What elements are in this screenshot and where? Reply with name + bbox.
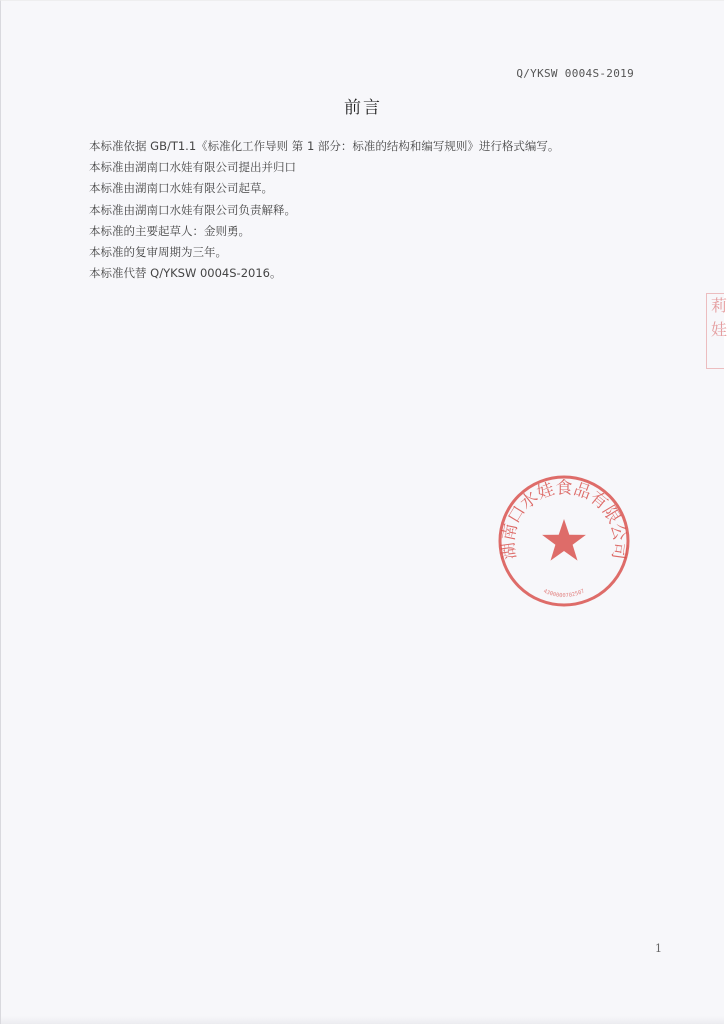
edge-stamp-char: 莉: [711, 296, 727, 315]
seal-star-icon: [542, 519, 586, 561]
foreword-line: 本标准由湖南口水娃有限公司提出并归口: [89, 160, 296, 175]
page-number: 1: [655, 942, 662, 955]
seal-serial: 4300000702507: [542, 588, 586, 600]
foreword-line: 本标准的主要起草人：金则勇。: [89, 223, 250, 238]
company-seal: [496, 473, 632, 609]
seal-text: 湖南口水娃食品有限公司: [498, 478, 630, 561]
foreword-line: 本标准由湖南口水娃有限公司起草。: [89, 181, 273, 196]
page-title: 前言: [344, 98, 382, 118]
foreword-line: 本标准依据 GB/T1.1《标准化工作导则 第 1 部分：标准的结构和编写规则》进行格式编写。: [89, 139, 560, 153]
foreword-body: [89, 136, 649, 284]
foreword-line: 本标准由湖南口水娃有限公司负责解释。: [89, 202, 296, 217]
edge-stamp: [706, 293, 727, 369]
foreword-line: 本标准代替 Q/YKSW 0004S-2016。: [89, 266, 282, 281]
foreword-line: 本标准的复审周期为三年。: [89, 244, 227, 259]
page-bottom-edge: [1, 1016, 724, 1024]
edge-stamp-char: 娃: [711, 320, 727, 339]
document-code: Q/YKSW 0004S-2019: [516, 67, 634, 80]
